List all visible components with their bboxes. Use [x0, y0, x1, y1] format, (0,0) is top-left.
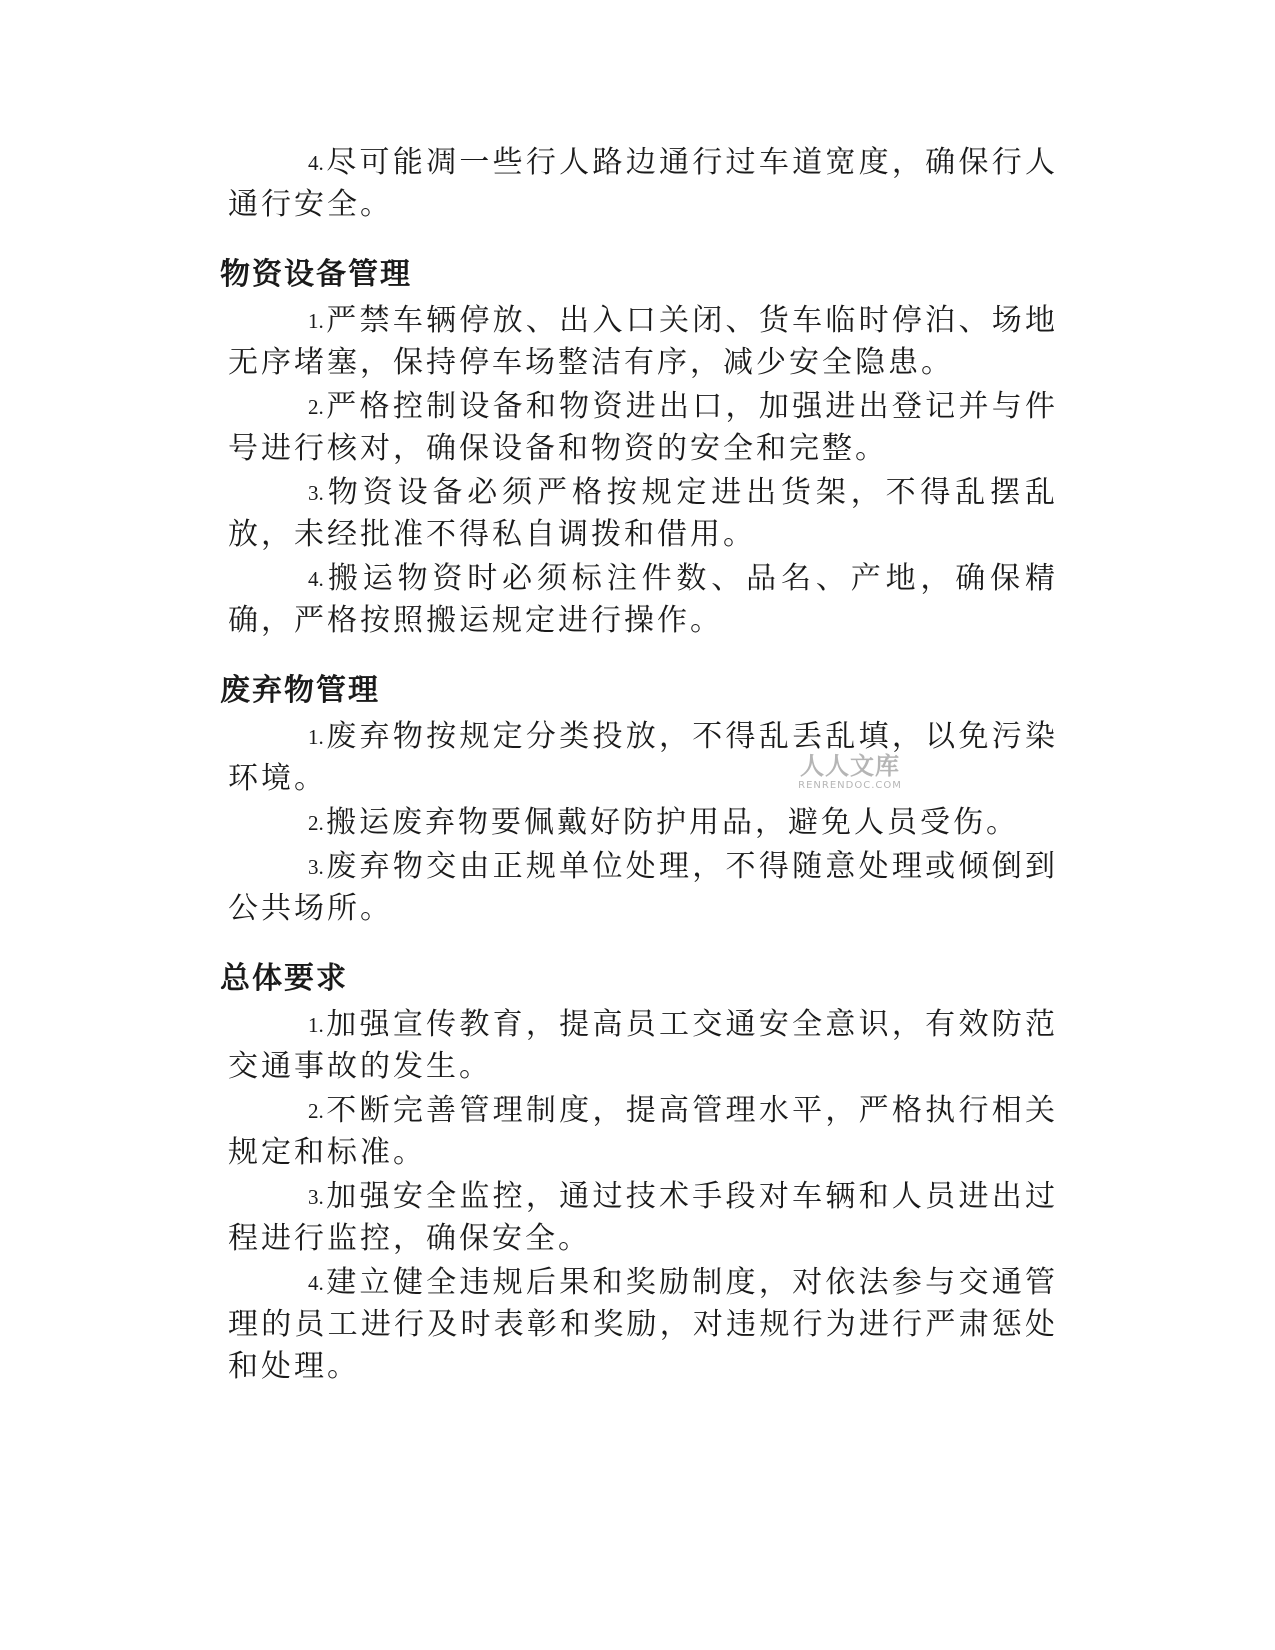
item-text: 建立健全违规后果和奖励制度，对依法参与交通管理的员工进行及时表彰和奖励，对违规行为进行严肃惩处和处理。 — [228, 1265, 1058, 1384]
section-materials — [220, 254, 1058, 642]
item-number: 1. — [308, 1013, 324, 1037]
item-number: 4. — [308, 151, 324, 175]
item-number: 4. — [308, 567, 324, 591]
item-number: 3. — [308, 1185, 324, 1209]
list-item — [228, 1090, 1058, 1174]
list-item — [228, 1262, 1058, 1388]
section-heading: 废弃物管理 — [220, 673, 380, 708]
watermark-title: 人人文库 — [800, 752, 900, 780]
item-text: 不断完善管理制度，提高管理水平，严格执行相关规定和标准。 — [228, 1093, 1058, 1170]
item-number: 4. — [308, 1271, 324, 1295]
item-text: 废弃物交由正规单位处理，不得随意处理或倾倒到公共场所。 — [228, 849, 1058, 926]
item-number: 2. — [308, 395, 324, 419]
list-item — [228, 142, 1058, 226]
item-text: 废弃物按规定分类投放，不得乱丢乱填，以免污染环境。 — [228, 719, 1058, 796]
item-text: 加强安全监控，通过技术手段对车辆和人员进出过程进行监控，确保安全。 — [228, 1179, 1058, 1256]
list-item — [228, 1004, 1058, 1088]
item-number: 1. — [308, 725, 324, 749]
list-item — [228, 300, 1058, 384]
list-item — [228, 558, 1058, 642]
item-number: 2. — [308, 1099, 324, 1123]
list-item — [228, 1176, 1058, 1260]
section-heading: 物资设备管理 — [220, 257, 412, 292]
list-item — [228, 472, 1058, 556]
list-item — [228, 846, 1058, 930]
item-text: 尽可能凋一些行人路边通行过车道宽度，确保行人通行安全。 — [228, 145, 1058, 222]
watermark-subtitle: RENRENDOC.COM — [798, 780, 902, 791]
list-item — [228, 386, 1058, 470]
section-general — [220, 958, 1058, 1388]
watermark — [790, 752, 910, 792]
item-number: 1. — [308, 309, 324, 333]
document-page — [220, 142, 1058, 1390]
section-heading: 总体要求 — [220, 961, 348, 996]
item-text: 严格控制设备和物资进出口，加强进出登记并与件号进行核对，确保设备和物资的安全和完整。 — [228, 389, 1058, 466]
item-text: 搬运废弃物要佩戴好防护用品，避免人员受伤。 — [326, 805, 1019, 840]
item-number: 3. — [308, 855, 324, 879]
item-text: 搬运物资时必须标注件数、品名、产地，确保精确，严格按照搬运规定进行操作。 — [228, 561, 1058, 638]
item-text: 物资设备必须严格按规定进出货架，不得乱摆乱放，未经批准不得私自调拨和借用。 — [228, 475, 1058, 552]
item-number: 3. — [308, 481, 324, 505]
section-waste — [220, 670, 1058, 930]
item-number: 2. — [308, 811, 324, 835]
list-item — [228, 802, 1058, 844]
item-text: 加强宣传教育，提高员工交通安全意识，有效防范交通事故的发生。 — [228, 1007, 1058, 1084]
item-text: 严禁车辆停放、出入口关闭、货车临时停泊、场地无序堵塞，保持停车场整洁有序，减少安全隐患。 — [228, 303, 1058, 380]
list-item — [228, 716, 1058, 800]
